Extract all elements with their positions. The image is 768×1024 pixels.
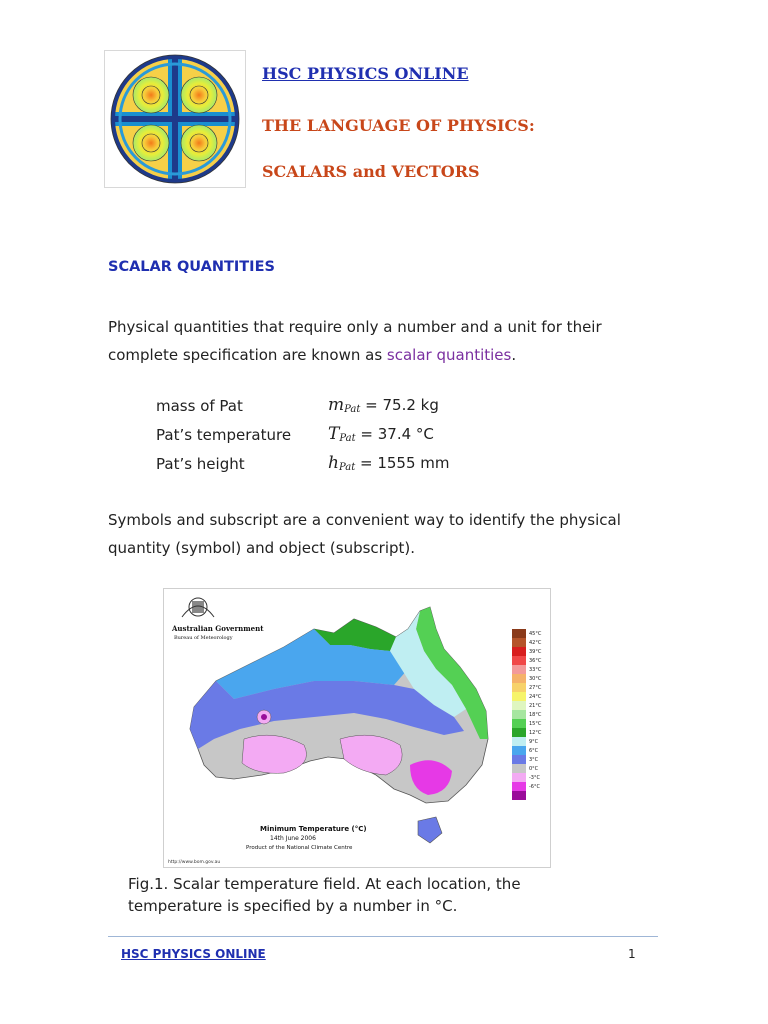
legend-swatch: [512, 710, 526, 719]
temperature-legend: [512, 629, 542, 800]
legend-label: 0°C: [529, 766, 539, 772]
subscript: Pat: [344, 404, 361, 415]
symbol: m: [328, 395, 345, 415]
intro-paragraph: [108, 313, 668, 369]
legend-swatch: [512, 656, 526, 665]
example-label-height: Pat’s height: [156, 455, 245, 473]
footer-link[interactable]: HSC PHYSICS ONLINE: [121, 947, 266, 961]
gov-line-1: Australian Government: [172, 624, 264, 633]
legend-label: 21°C: [529, 703, 542, 709]
legend-swatch: [512, 719, 526, 728]
legend-label: -3°C: [529, 775, 540, 781]
legend-swatch: [512, 746, 526, 755]
value: = 37.4 °C: [360, 425, 434, 443]
legend-label: 15°C: [529, 721, 542, 727]
symbol: T: [328, 424, 340, 444]
example-value-mass: [328, 395, 439, 415]
legend-swatch: [512, 764, 526, 773]
legend-label: 18°C: [529, 712, 542, 718]
legend-label: 39°C: [529, 649, 542, 655]
legend-label: 6°C: [529, 748, 539, 754]
australia-map: [164, 589, 550, 867]
legend-swatch: [512, 629, 526, 638]
legend-swatch: [512, 728, 526, 737]
coat-of-arms-icon: [182, 598, 214, 617]
gov-line-2: Bureau of Meteorology: [174, 635, 233, 641]
legend-swatch: [512, 674, 526, 683]
legend-swatch: [512, 782, 526, 791]
temperature-map-figure: [163, 588, 551, 868]
symbols-paragraph: Symbols and subscript are a convenient way to identify the physical quantity (symbol) and object (subscript).: [108, 511, 621, 557]
subscript: Pat: [338, 462, 356, 473]
page-number: 1: [628, 947, 636, 961]
value: = 75.2 kg: [365, 396, 439, 414]
legend-swatch: [512, 737, 526, 746]
legend-label: 3°C: [529, 757, 539, 763]
legend-swatch: [512, 683, 526, 692]
map-date: 14th June 2006: [270, 835, 316, 842]
wave-pattern-icon: [105, 51, 245, 187]
legend-label: 24°C: [529, 694, 542, 700]
legend-swatch: [512, 665, 526, 674]
course-title: HSC PHYSICS ONLINE: [262, 64, 469, 83]
value: = 1555 mm: [360, 454, 450, 472]
scalar-quantities-highlight: scalar quantities: [386, 346, 512, 364]
legend-label: 42°C: [529, 640, 542, 646]
intro-text: Physical quantities that require only a number and a unit for their complete specification are known as: [108, 318, 602, 364]
symbol: h: [328, 453, 339, 473]
legend-swatch: [512, 692, 526, 701]
logo-image: [104, 50, 246, 188]
page-title: THE LANGUAGE OF PHYSICS:: [262, 116, 535, 135]
subscript: Pat: [339, 433, 356, 444]
map-url: http://www.bom.gov.au: [168, 860, 221, 865]
map-product: Product of the National Climate Centre: [246, 845, 353, 851]
map-title: Minimum Temperature (°C): [260, 825, 367, 833]
example-value-temperature: [328, 424, 434, 444]
legend-swatch: [512, 647, 526, 656]
figure-caption: Fig.1. Scalar temperature field. At each location, the temperature is specified by a number in °C.: [128, 875, 521, 915]
legend-swatch: [512, 755, 526, 764]
legend-label: 45°C: [529, 631, 542, 637]
legend-label: 27°C: [529, 685, 542, 691]
legend-label: 9°C: [529, 739, 539, 745]
legend-swatch: [512, 701, 526, 710]
legend-label: 36°C: [529, 658, 542, 664]
example-label-mass: mass of Pat: [156, 397, 243, 415]
example-label-temperature: Pat’s temperature: [156, 426, 292, 444]
page-subtitle: SCALARS and VECTORS: [262, 162, 480, 181]
section-heading: SCALAR QUANTITIES: [108, 259, 275, 275]
legend-label: -6°C: [529, 784, 540, 790]
legend-swatch: [512, 638, 526, 647]
intro-end: .: [511, 346, 517, 364]
legend-label: 12°C: [529, 730, 542, 736]
legend-swatch: [512, 791, 526, 800]
legend-swatch: [512, 773, 526, 782]
example-value-height: [328, 453, 450, 473]
legend-label: 33°C: [529, 667, 542, 673]
legend-label: 30°C: [529, 676, 542, 682]
footer-divider: [108, 936, 658, 937]
